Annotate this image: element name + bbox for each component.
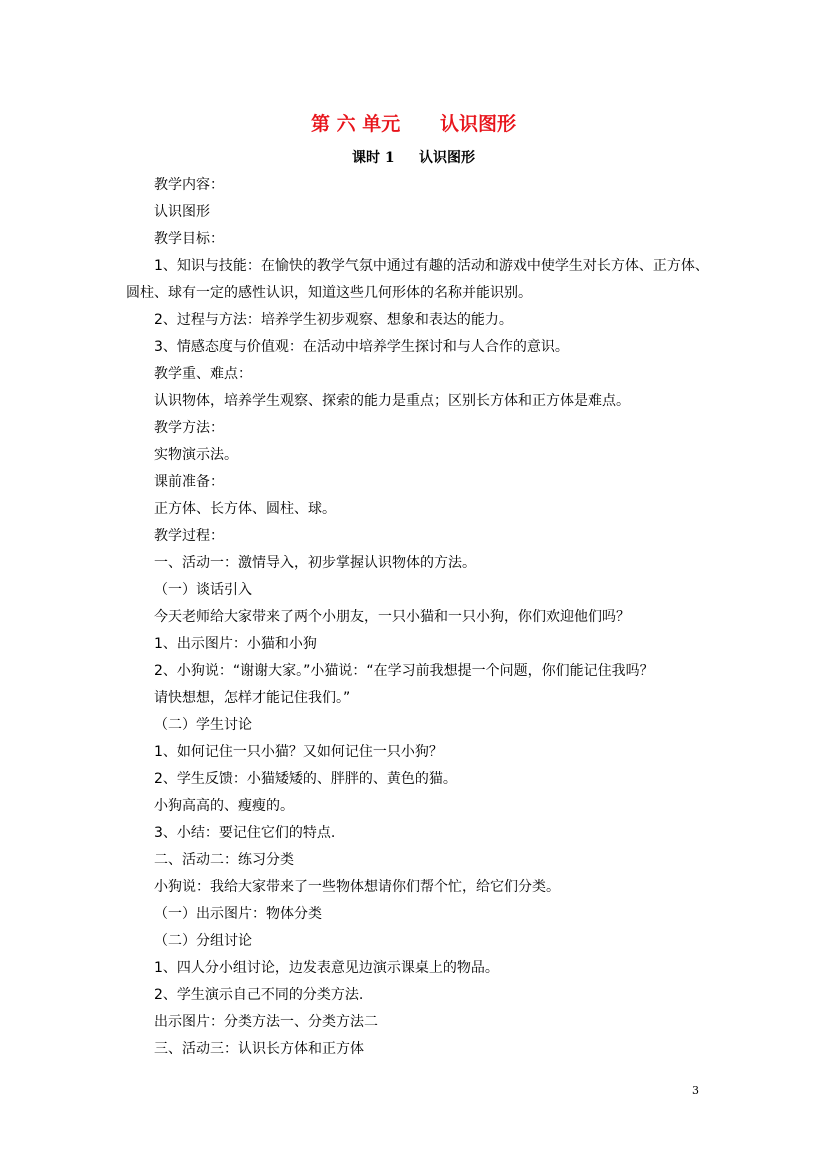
body-line: （二）分组讨论: [154, 933, 252, 949]
body-line: 1、知识与技能：在愉快的教学气氛中通过有趣的活动和游戏中使学生对长方体、正方体、: [154, 258, 709, 274]
body-line: （一）出示图片：物体分类: [154, 906, 322, 922]
body-line: 实物演示法。: [154, 447, 238, 463]
body-line: 认识物体，培养学生观察、探索的能力是重点；区别长方体和正方体是难点。: [154, 393, 630, 409]
body-line: 一、活动一：激情导入，初步掌握认识物体的方法。: [154, 555, 476, 571]
lesson-body: [126, 172, 709, 1063]
body-line: 2、过程与方法：培养学生初步观察、想象和表达的能力。: [154, 312, 513, 328]
body-line: 认识图形: [154, 204, 210, 220]
body-line: 今天老师给大家带来了两个小朋友，一只小猫和一只小狗，你们欢迎他们吗？: [154, 609, 630, 625]
body-line: 3、小结：要记住它们的特点.: [154, 825, 336, 841]
body-line: 圆柱、球有一定的感性认识，知道这些几何形体的名称并能识别。: [126, 285, 532, 301]
unit-title: 第 六 单元 认识图形: [311, 113, 516, 135]
body-line: 出示图片：分类方法一、分类方法二: [154, 1014, 378, 1030]
body-line: （二）学生讨论: [154, 717, 252, 733]
body-line: 小狗高高的、瘦瘦的。: [154, 798, 294, 814]
body-line: （一）谈话引入: [154, 582, 252, 598]
body-line: 课前准备：: [154, 474, 224, 490]
body-line: 2、小狗说：“谢谢大家。”小猫说：“在学习前我想提一个问题，你们能记住我吗？: [154, 663, 654, 679]
body-line: 请快想想，怎样才能记住我们。”: [154, 690, 351, 706]
body-line: 1、如何记住一只小猫？又如何记住一只小狗？: [154, 744, 443, 760]
body-line: 小狗说：我给大家带来了一些物体想请你们帮个忙，给它们分类。: [154, 879, 560, 895]
body-line: 教学方法：: [154, 420, 224, 436]
body-line: 1、出示图片：小猫和小狗: [154, 636, 317, 652]
body-line: 正方体、长方体、圆柱、球。: [154, 501, 336, 517]
lesson-subtitle: 课时 1 认识图形: [352, 150, 475, 166]
body-line: 教学重、难点：: [154, 366, 252, 382]
body-line: 教学过程：: [154, 528, 224, 544]
page-number: 3: [692, 1084, 699, 1097]
body-line: 1、四人分小组讨论，边发表意见边演示课桌上的物品。: [154, 960, 499, 976]
body-line: 2、学生演示自己不同的分类方法.: [154, 987, 364, 1003]
body-line: 二、活动二：练习分类: [154, 852, 294, 868]
body-line: 3、情感态度与价值观：在活动中培养学生探讨和与人合作的意识。: [154, 339, 569, 355]
body-line: 三、活动三：认识长方体和正方体: [154, 1041, 364, 1057]
body-line: 教学内容：: [154, 177, 224, 193]
body-line: 2、学生反馈：小猫矮矮的、胖胖的、黄色的猫。: [154, 771, 457, 787]
body-line: 教学目标：: [154, 231, 224, 247]
